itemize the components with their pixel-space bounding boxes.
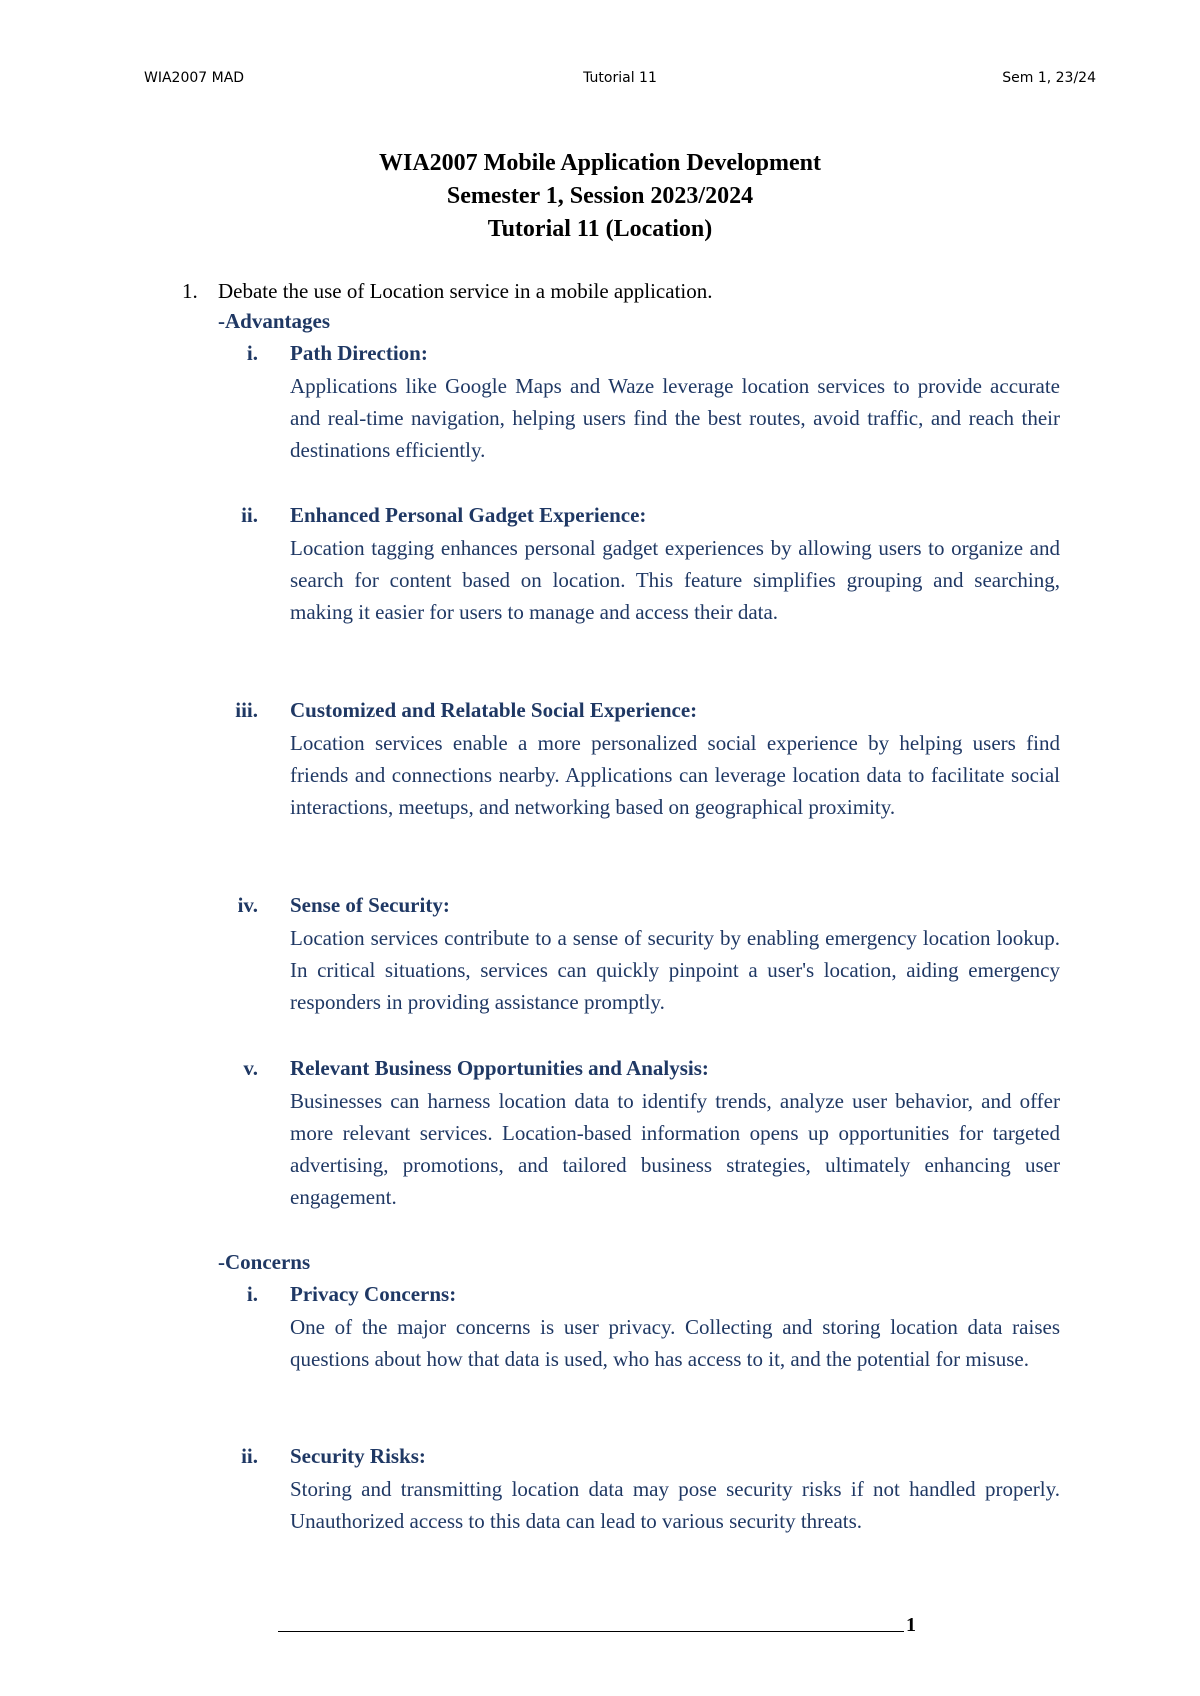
item-body: Storing and transmitting location data may pose security risks if not handled properly. Unauthorized access to this data can lead to various security threats. <box>290 1477 1060 1533</box>
item-numeral: iv. <box>237 893 258 917</box>
page-number: 1 <box>906 1614 916 1636</box>
question-text: Debate the use of Location service in a mobile application. <box>218 279 713 303</box>
item-numeral: ii. <box>241 503 258 527</box>
advantages-heading: -Advantages <box>218 309 331 333</box>
header-course-code: WIA2007 MAD <box>144 70 245 86</box>
item-body: Businesses can harness location data to identify trends, analyze user behavior, and offer more relevant services. Location-based information opens up opportunities for targeted advertising, promotions, and tailored business strategies, ultimately enhancing user engagement. <box>290 1089 1060 1209</box>
header-tutorial: Tutorial 11 <box>583 70 657 86</box>
item-title: Privacy Concerns: <box>290 1282 457 1306</box>
item-numeral: i. <box>246 1282 258 1306</box>
item-body: One of the major concerns is user privacy. Collecting and storing location data raises questions about how that data is used, who has access to it, and the potential for misuse. <box>290 1315 1060 1371</box>
footer-divider <box>278 1631 904 1632</box>
item-title: Relevant Business Opportunities and Analysis: <box>290 1056 709 1080</box>
item-body: Location tagging enhances personal gadget experiences by allowing users to organize and search for content based on location. This feature simplifies grouping and searching, making it easier for users to manage and access their data. <box>290 536 1060 624</box>
item-body: Location services enable a more personalized social experience by helping users find friends and connections nearby. Applications can leverage location data to facilitate social interactions, meetups, and networking based on geographical proximity. <box>290 731 1060 819</box>
item-title: Sense of Security: <box>290 893 450 917</box>
question-number: 1. <box>182 279 198 303</box>
item-body: Location services contribute to a sense of security by enabling emergency location lookup. In critical situations, services can quickly pinpoint a user's location, aiding emergency responders in providing assistance promptly. <box>290 926 1060 1014</box>
page-header <box>144 70 1096 90</box>
item-numeral: iii. <box>235 698 258 722</box>
item-title: Path Direction: <box>290 341 428 365</box>
document-title <box>0 147 1200 246</box>
item-title: Enhanced Personal Gadget Experience: <box>290 503 647 527</box>
item-title: Customized and Relatable Social Experience: <box>290 698 698 722</box>
item-numeral: i. <box>246 341 258 365</box>
concerns-heading: -Concerns <box>218 1250 311 1274</box>
title-course: WIA2007 Mobile Application Development <box>379 150 821 176</box>
item-body: Applications like Google Maps and Waze leverage location services to provide accurate and real-time navigation, helping users find the best routes, avoid traffic, and reach their destinations efficiently. <box>290 374 1060 462</box>
item-numeral: v. <box>243 1056 258 1080</box>
title-session: Semester 1, Session 2023/2024 <box>446 183 754 209</box>
title-tutorial: Tutorial 11 (Location) <box>487 216 713 242</box>
item-numeral: ii. <box>241 1444 258 1468</box>
item-title: Security Risks: <box>290 1444 426 1468</box>
header-semester: Sem 1, 23/24 <box>1002 70 1096 86</box>
question-1 <box>182 276 712 306</box>
